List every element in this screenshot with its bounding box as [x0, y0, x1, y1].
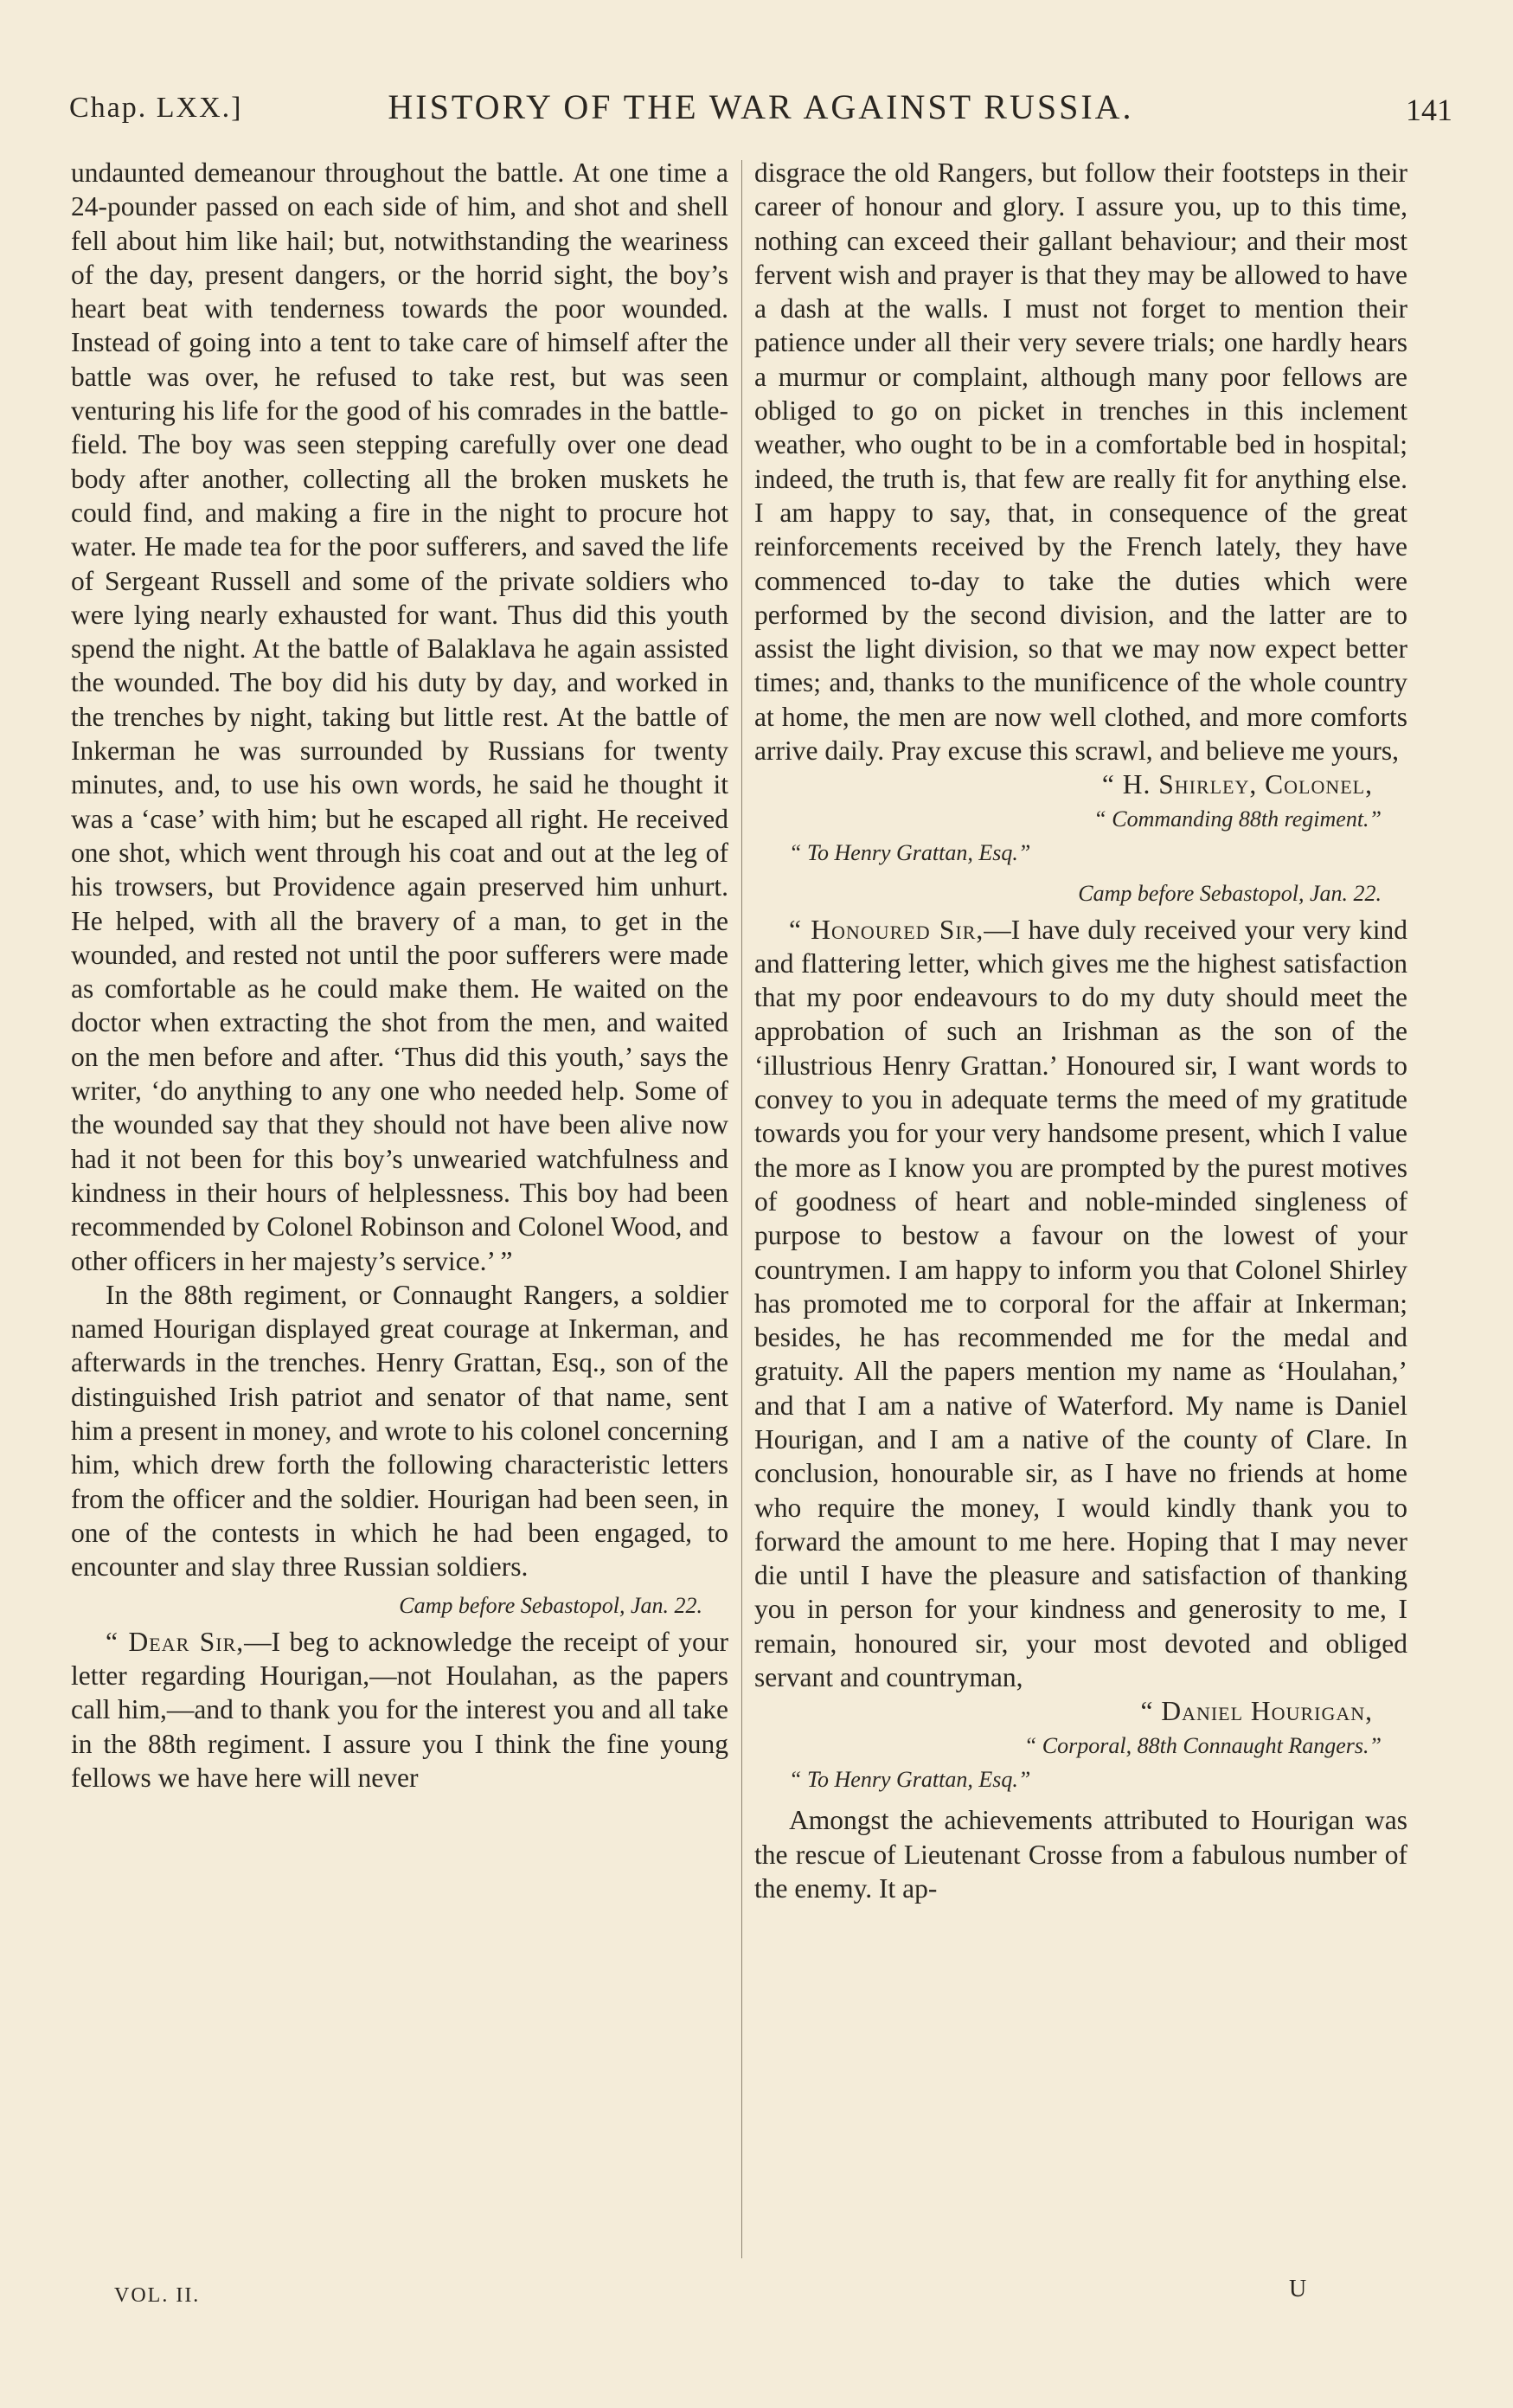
salutation-2: “ Honoured Sir,: [789, 914, 984, 945]
signature-hourigan-title: “ Corporal, 88th Connaught Rangers.”: [1023, 1732, 1382, 1758]
letter-dateline-2: Camp before Sebastopol, Jan. 22.: [1078, 881, 1382, 907]
volume-label: VOL. II.: [114, 2284, 201, 2307]
signature-hourigan: “ Daniel Hourigan,: [1140, 1696, 1373, 1727]
right-column: [754, 156, 1407, 1905]
chapter-label: Chap. LXX.]: [69, 92, 243, 124]
letter-text-2: —I have duly received your very kind and flattering letter, which gives me the highest satisfaction that my poor endeavours to do my duty should meet the approbation of such an Irishman as the son of the ‘illustrious Henry Grattan.’ Honoured sir, I want words to convey to you in adequate terms the meed of my gratitude towards you for your very handsome present, which I value the more as I know you are prompted by the purest motives of goodness of heart and noble-minded singleness of purpose to bestow a favour on the lowest of your countrymen. I am happy to inform you that Colonel Shirley has promoted me to corporal for the affair at Inkerman; besides, he has recommended me for the medal and gratuity. All the papers mention my name as ‘Houlahan,’ and that I am a native of Waterford. My name is Daniel Hourigan, and I am a native of the county of Clare. In conclusion, honourable sir, as I have no friends at home who require the money, I would kindly thank you to forward the amount to me here. Hoping that I may never die until I have the pleasure and satisfaction of thanking you in person for your kindness and generosity to me, I remain, honoured sir, your most devoted and obliged servant and countryman,: [754, 914, 1407, 1693]
letter-addressee: “ To Henry Grattan, Esq.”: [789, 839, 1031, 865]
column-divider: [741, 160, 742, 2258]
signature-shirley-title: “ Commanding 88th regiment.”: [1093, 806, 1382, 832]
signature-shirley: “ H. Shirley, Colonel,: [1101, 769, 1373, 800]
letter-hourigan: [754, 913, 1407, 1695]
page-title: HISTORY OF THE WAR AGAINST RUSSIA.: [388, 87, 1134, 126]
page-number: 141: [1406, 93, 1452, 127]
paragraph-hourigan-intro: In the 88th regiment, or Connaught Rangers, a soldier named Hourigan displayed great courage at Inkerman, and afterwards in the trenches. Henry Grattan, Esq., son of the distinguished Irish patriot and senator of that name, sent him a present in money, and wrote to his colonel concerning him, which drew forth the following characteristic letters from the officer and the soldier. Hourigan had been seen, in one of the contests in which he had been engaged, to encounter and slay three Russian soldiers.: [71, 1279, 728, 1583]
running-header: [69, 87, 1452, 138]
letter-addressee-2: “ To Henry Grattan, Esq.”: [789, 1766, 1031, 1792]
signature-mark: U: [1289, 2276, 1307, 2302]
left-column: [71, 156, 728, 1795]
letter-shirley-opening: [71, 1625, 728, 1795]
salutation: “ Dear Sir,: [106, 1626, 245, 1657]
paragraph-crosse-rescue: Amongst the achievements attributed to Hourigan was the rescue of Lieutenant Crosse from a fabulous number of the enemy. It ap-: [754, 1805, 1407, 1904]
paragraph-boy-narrative: undaunted demeanour throughout the battle. At one time a 24-pounder passed on each side of him, and shot and shell fell about him like hail; but, notwithstanding the weariness of the day, present dangers, or the horrid sight, the boy’s heart beat with tenderness towards the poor wounded. Instead of going into a tent to take care of himself after the battle was over, he refused to take rest, but was seen venturing his life for the good of his comrades in the battle-field. The boy was seen stepping carefully over one dead body after another, collecting all the broken muskets he could find, and making a fire in the night to procure hot water. He made tea for the poor sufferers, and saved the life of Sergeant Russell and some of the private soldiers who were lying nearly exhausted for want. Thus did this youth spend the night. At the battle of Balaklava he again assisted the wounded. The boy did his duty by day, and worked in the trenches by night, taking but little rest. At the battle of Inkerman he was surrounded by Russians for twenty minutes, and, to use his own words, he said he thought it was a ‘case’ with him; but he escaped all right. He received one shot, which went through his coat and out at the leg of his trowsers, but Providence again preserved him unhurt. He helped, with all the bravery of a man, to get in the wounded, and rested not until the poor sufferers were made as comfortable as he could make them. He waited on the doctor when extracting the shot from the men, and waited on the men before and after. ‘Thus did this youth,’ says the writer, ‘do anything to any one who needed help. Some of the wounded say that they should not have been alive now had it not been for this boy’s unwearied watchfulness and kindness in their hours of helplessness. This boy had been recommended by Colonel Robinson and Colonel Wood, and other officers in her majesty’s service.’ ”: [71, 157, 728, 1276]
letter-text: —I beg to acknowledge the receipt of your letter regarding Hourigan,—not Houlahan, as the papers call him,—and to thank you for the interest you and all take in the 88th regiment. I assure you I think the fine young fellows we have here will never: [71, 1626, 728, 1793]
letter-shirley-continued: disgrace the old Rangers, but follow their footsteps in their career of honour and glory. I assure you, up to this time, nothing can exceed their gallant behaviour; and their most fervent wish and prayer is that they may be allowed to have a dash at the walls. I must not forget to mention their patience under all their very severe trials; one hardly hears a murmur or complaint, although many poor fellows are obliged to go on picket in trenches in this inclement weather, who ought to be in a comfortable bed in hospital; indeed, the truth is, that few are really fit for anything else. I am happy to say, that, in consequence of the great reinforcements received by the French lately, they have commenced to-day to take the duties which were performed by the second division, and the latter are to assist the light division, so that we may now expect better times; and, thanks to the munificence of the whole country at home, the men are now well clothed, and more comforts arrive daily. Pray excuse this scrawl, and believe me yours,: [754, 157, 1407, 767]
letter-dateline: Camp before Sebastopol, Jan. 22.: [399, 1593, 702, 1619]
